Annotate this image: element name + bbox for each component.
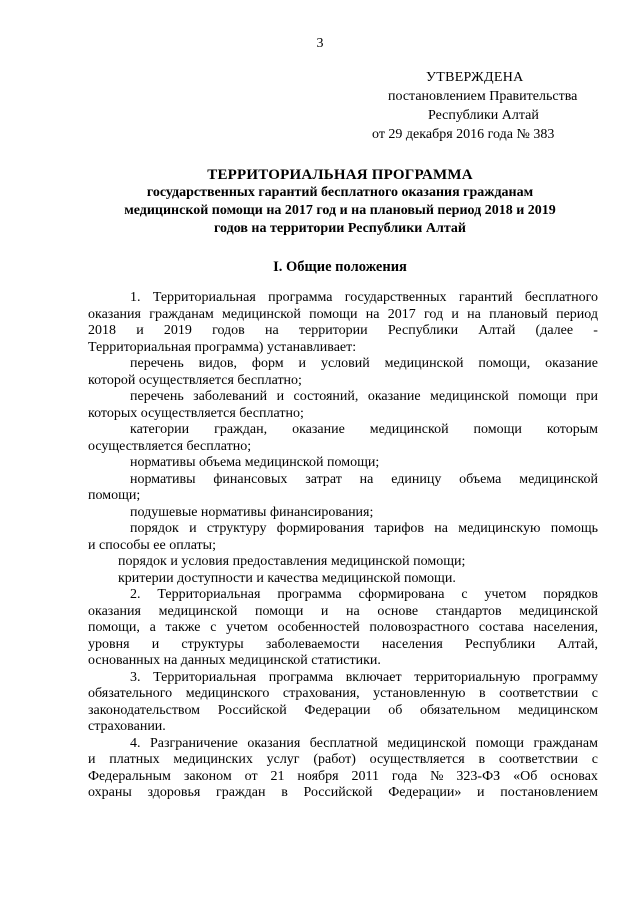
text-line: и способы ее оплаты;: [88, 537, 216, 553]
text-line: порядок и условия предоставления медицинской помощи;: [118, 554, 466, 569]
text-line: оказания гражданам медицинской помощи на 2017 год и на плановый период: [88, 306, 598, 322]
text-line: уровня и структуры заболеваемости населения Республики Алтай,: [88, 636, 598, 652]
title-line: ТЕРРИТОРИАЛЬНАЯ ПРОГРАММА: [207, 167, 473, 183]
approval-line: от 29 декабря 2016 года № 383: [372, 127, 555, 142]
text-line: перечень видов, форм и условий медицинской помощи, оказание: [130, 356, 598, 371]
text-line: нормативы финансовых затрат на единицу объема медицинской: [130, 471, 598, 487]
text-line: критерии доступности и качества медицинской помощи.: [118, 570, 456, 586]
text-line: оказания медицинской помощи и на основе стандартов медицинской: [88, 603, 598, 619]
text-line: 1. Территориальная программа государственных гарантий бесплатного: [130, 290, 598, 305]
approval-line: постановлением Правительства: [388, 89, 578, 104]
title-line: государственных гарантий бесплатного оказания гражданам: [146, 185, 534, 200]
section-heading: I. Общие положения: [273, 259, 407, 275]
text-line: обязательного медицинского страхования, установленную в соответствии с: [88, 686, 598, 701]
text-line: осуществляется бесплатно;: [88, 438, 252, 454]
title-line: годов на территории Республики Алтай: [214, 221, 466, 236]
text-line: нормативы объема медицинской помощи;: [130, 455, 380, 470]
text-line: подушевые нормативы финансирования;: [130, 504, 374, 520]
page-number: 3: [316, 36, 324, 51]
text-line: порядок и структуру формирования тарифов на медицинскую помощь: [130, 521, 598, 536]
text-line: охраны здоровья граждан в Российской Федерации» и постановлением: [88, 785, 598, 800]
approval-line: Республики Алтай: [428, 108, 539, 123]
text-line: перечень заболеваний и состояний, оказание медицинской помощи при: [130, 389, 598, 404]
text-line: 2. Территориальная программа сформирована с учетом порядков: [130, 587, 598, 602]
text-line: 3. Территориальная программа включает территориальную программу: [130, 669, 598, 685]
text-line: основанных на данных медицинской статистики.: [88, 653, 381, 668]
text-line: законодательством Российской Федерации об обязательном медицинском: [88, 702, 598, 718]
text-line: 2018 и 2019 годов на территории Республики Алтай (далее -: [88, 323, 598, 338]
text-line: категории граждан, оказание медицинской помощи которым: [130, 422, 598, 437]
document-title: [80, 166, 600, 238]
approval-block: [368, 68, 608, 144]
text-line: Территориальная программа) устанавливает:: [88, 339, 357, 355]
text-line: страховании.: [88, 719, 166, 734]
document-body: [88, 290, 598, 802]
text-line: 4. Разграничение оказания бесплатной медицинской помощи гражданам: [130, 735, 598, 751]
text-line: и платных медицинских услуг (работ) осуществляется в соответствии с: [88, 752, 598, 767]
text-line: помощи;: [88, 488, 141, 503]
text-line: Федеральным законом от 21 ноября 2011 года № 323-ФЗ «Об основах: [88, 768, 598, 784]
title-line: медицинской помощи на 2017 год и на плановый период 2018 и 2019: [124, 203, 556, 218]
text-line: помощи, а также с учетом особенностей половозрастного состава населения,: [88, 620, 598, 635]
text-line: которой осуществляется бесплатно;: [88, 372, 302, 388]
text-line: которых осуществляется бесплатно;: [88, 405, 304, 421]
approval-line: УТВЕРЖДЕНА: [426, 70, 524, 85]
